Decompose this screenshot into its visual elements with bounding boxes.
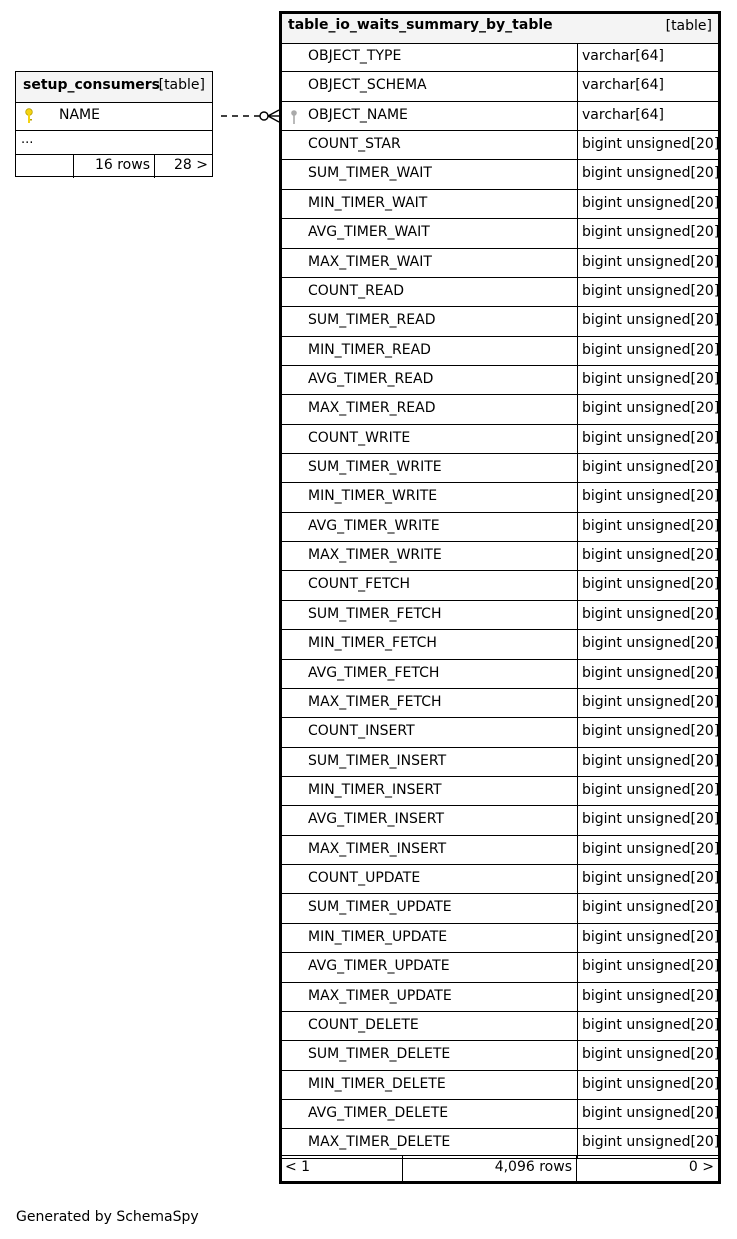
- column-name: MAX_TIMER_DELETE: [308, 1134, 451, 1151]
- column-type-cell: [577, 454, 718, 482]
- column-name: COUNT_READ: [308, 282, 404, 299]
- column-name: MIN_TIMER_INSERT: [308, 781, 442, 798]
- column-row[interactable]: [282, 160, 718, 189]
- column-name: AVG_TIMER_DELETE: [308, 1104, 449, 1121]
- relationship-connector: [213, 105, 283, 127]
- column-type-cell: [577, 601, 718, 629]
- column-type: bigint unsigned[20]: [582, 341, 720, 358]
- column-type-cell: [577, 630, 718, 658]
- column-name: SUM_TIMER_DELETE: [308, 1046, 451, 1063]
- column-row[interactable]: [282, 249, 718, 278]
- column-row[interactable]: [282, 689, 718, 718]
- column-name: SUM_TIMER_READ: [308, 312, 436, 329]
- setup-consumers-table[interactable]: [15, 71, 213, 177]
- column-type: bigint unsigned[20]: [582, 811, 720, 828]
- column-row[interactable]: [282, 72, 718, 101]
- setup-consumers-column-row[interactable]: [16, 102, 212, 131]
- column-type: bigint unsigned[20]: [582, 987, 720, 1004]
- column-type-cell: [577, 542, 718, 570]
- setup-consumers-more: ...: [21, 132, 34, 147]
- column-type: bigint unsigned[20]: [582, 1046, 720, 1063]
- column-type-cell: [577, 1041, 718, 1069]
- column-type-cell: [577, 718, 718, 746]
- column-row[interactable]: [282, 278, 718, 307]
- column-type: bigint unsigned[20]: [582, 693, 720, 710]
- column-name: MAX_TIMER_INSERT: [308, 840, 447, 857]
- column-row[interactable]: [282, 1071, 718, 1100]
- column-type-cell: [577, 190, 718, 218]
- setup-consumers-children[interactable]: 28 >: [174, 157, 208, 173]
- column-row[interactable]: [282, 865, 718, 894]
- setup-consumers-kind: [table]: [158, 77, 205, 93]
- column-row[interactable]: [282, 894, 718, 923]
- column-type: bigint unsigned[20]: [582, 899, 720, 916]
- column-type: bigint unsigned[20]: [582, 723, 720, 740]
- column-type-cell: [577, 219, 718, 247]
- column-name: OBJECT_SCHEMA: [308, 77, 427, 94]
- column-row[interactable]: [282, 953, 718, 982]
- column-type: bigint unsigned[20]: [582, 958, 720, 975]
- column-type: bigint unsigned[20]: [582, 429, 720, 446]
- column-type-cell: [577, 1071, 718, 1099]
- foreign-key-icon: [290, 109, 298, 125]
- column-name: MIN_TIMER_READ: [308, 341, 431, 358]
- main-table-parents-cell[interactable]: [282, 1156, 403, 1181]
- column-type-cell: [577, 337, 718, 365]
- column-row[interactable]: [282, 806, 718, 835]
- column-name: MAX_TIMER_WAIT: [308, 253, 432, 270]
- column-type: bigint unsigned[20]: [582, 576, 720, 593]
- column-type: bigint unsigned[20]: [582, 282, 720, 299]
- column-name: MIN_TIMER_UPDATE: [308, 928, 448, 945]
- column-name: MAX_TIMER_WRITE: [308, 547, 442, 564]
- column-name: MAX_TIMER_FETCH: [308, 693, 442, 710]
- column-type: bigint unsigned[20]: [582, 840, 720, 857]
- column-type-cell: [577, 43, 718, 71]
- column-name: MIN_TIMER_WRITE: [308, 488, 438, 505]
- column-type-cell: [577, 249, 718, 277]
- column-type: bigint unsigned[20]: [582, 224, 720, 241]
- column-name: MIN_TIMER_WAIT: [308, 194, 428, 211]
- column-type-cell: [577, 278, 718, 306]
- main-table-header[interactable]: [282, 14, 718, 44]
- column-type-cell: [577, 72, 718, 100]
- column-row[interactable]: [282, 1041, 718, 1070]
- column-name: AVG_TIMER_WAIT: [308, 224, 430, 241]
- column-type: bigint unsigned[20]: [582, 194, 720, 211]
- column-name: SUM_TIMER_UPDATE: [308, 899, 452, 916]
- column-type: varchar[64]: [582, 106, 664, 123]
- column-name: SUM_TIMER_WAIT: [308, 165, 432, 182]
- column-type: bigint unsigned[20]: [582, 517, 720, 534]
- column-row[interactable]: [282, 660, 718, 689]
- column-type-cell: [577, 366, 718, 394]
- setup-consumers-header[interactable]: [16, 72, 212, 103]
- column-type-cell: [577, 777, 718, 805]
- column-name: MAX_TIMER_READ: [308, 400, 436, 417]
- column-row[interactable]: [282, 395, 718, 424]
- column-type: bigint unsigned[20]: [582, 312, 720, 329]
- column-name: AVG_TIMER_WRITE: [308, 517, 440, 534]
- column-row[interactable]: [282, 483, 718, 512]
- column-row[interactable]: [282, 102, 718, 131]
- column-row[interactable]: [282, 1012, 718, 1041]
- column-type-cell: [577, 806, 718, 834]
- column-type: bigint unsigned[20]: [582, 1016, 720, 1033]
- column-row[interactable]: [282, 307, 718, 336]
- column-name: SUM_TIMER_FETCH: [308, 605, 442, 622]
- column-type-cell: [577, 748, 718, 776]
- column-row[interactable]: [282, 43, 718, 72]
- column-name: AVG_TIMER_INSERT: [308, 811, 445, 828]
- column-row[interactable]: [282, 571, 718, 600]
- column-type: bigint unsigned[20]: [582, 1134, 720, 1151]
- setup-consumers-column-name: NAME: [59, 107, 100, 123]
- column-type: bigint unsigned[20]: [582, 752, 720, 769]
- column-name: COUNT_INSERT: [308, 723, 415, 740]
- column-name: OBJECT_NAME: [308, 106, 408, 123]
- column-row[interactable]: [282, 337, 718, 366]
- column-name: COUNT_FETCH: [308, 576, 410, 593]
- column-row[interactable]: [282, 836, 718, 865]
- column-type-cell: [577, 1129, 718, 1157]
- column-type: varchar[64]: [582, 48, 664, 64]
- main-table-columns: [282, 43, 718, 1159]
- setup-consumers-footer: [16, 154, 212, 178]
- column-type: bigint unsigned[20]: [582, 136, 720, 153]
- column-type-cell: [577, 160, 718, 188]
- column-name: MAX_TIMER_UPDATE: [308, 987, 452, 1004]
- column-type: bigint unsigned[20]: [582, 165, 720, 182]
- column-type-cell: [577, 660, 718, 688]
- column-name: MIN_TIMER_FETCH: [308, 635, 437, 652]
- column-row[interactable]: [282, 425, 718, 454]
- column-name: COUNT_STAR: [308, 136, 401, 153]
- column-type-cell: [577, 102, 718, 130]
- column-type: bigint unsigned[20]: [582, 547, 720, 564]
- column-type-cell: [577, 425, 718, 453]
- column-row[interactable]: [282, 190, 718, 219]
- column-type-cell: [577, 924, 718, 952]
- table-io-waits-summary-table[interactable]: [279, 11, 721, 1184]
- column-row[interactable]: [282, 924, 718, 953]
- column-type-cell: [577, 395, 718, 423]
- column-row[interactable]: [282, 601, 718, 630]
- setup-consumers-children-cell[interactable]: [155, 155, 212, 178]
- column-row[interactable]: [282, 630, 718, 659]
- main-table-rows: 4,096 rows: [494, 1159, 572, 1175]
- main-table-children: 0 >: [688, 1159, 714, 1175]
- column-type: bigint unsigned[20]: [582, 1075, 720, 1092]
- column-name: OBJECT_TYPE: [308, 48, 402, 64]
- column-type: bigint unsigned[20]: [582, 635, 720, 652]
- column-type-cell: [577, 571, 718, 599]
- column-type: bigint unsigned[20]: [582, 253, 720, 270]
- column-row[interactable]: [282, 983, 718, 1012]
- column-name: SUM_TIMER_INSERT: [308, 752, 447, 769]
- column-name: COUNT_UPDATE: [308, 870, 421, 887]
- main-table-footer: [282, 1155, 718, 1181]
- column-row[interactable]: [282, 366, 718, 395]
- column-row[interactable]: [282, 1100, 718, 1129]
- column-row[interactable]: [282, 131, 718, 160]
- column-type: bigint unsigned[20]: [582, 605, 720, 622]
- column-type: bigint unsigned[20]: [582, 870, 720, 887]
- main-table-parents[interactable]: < 1: [285, 1159, 311, 1175]
- setup-consumers-parents-cell: [16, 155, 74, 178]
- column-type: varchar[64]: [582, 77, 664, 94]
- column-row[interactable]: [282, 777, 718, 806]
- column-type-cell: [577, 689, 718, 717]
- setup-consumers-rows-cell: [73, 155, 155, 178]
- setup-consumers-rows: 16 rows: [94, 157, 150, 173]
- column-row[interactable]: [282, 542, 718, 571]
- column-type-cell: [577, 131, 718, 159]
- column-name: SUM_TIMER_WRITE: [308, 459, 442, 476]
- column-name: AVG_TIMER_READ: [308, 370, 434, 387]
- column-row[interactable]: [282, 718, 718, 747]
- column-type-cell: [577, 865, 718, 893]
- main-table-children-cell: [577, 1156, 718, 1181]
- column-type: bigint unsigned[20]: [582, 781, 720, 798]
- primary-key-icon: [24, 108, 34, 124]
- setup-consumers-title[interactable]: setup_consumers: [23, 77, 161, 93]
- column-type-cell: [577, 307, 718, 335]
- column-type-cell: [577, 894, 718, 922]
- column-type: bigint unsigned[20]: [582, 400, 720, 417]
- column-row[interactable]: [282, 748, 718, 777]
- main-table-rows-cell: [402, 1156, 577, 1181]
- column-row[interactable]: [282, 219, 718, 248]
- column-row[interactable]: [282, 454, 718, 483]
- column-name: AVG_TIMER_UPDATE: [308, 958, 450, 975]
- column-type-cell: [577, 1100, 718, 1128]
- generated-by-credit: Generated by SchemaSpy: [16, 1209, 199, 1225]
- column-type: bigint unsigned[20]: [582, 664, 720, 681]
- column-type: bigint unsigned[20]: [582, 1104, 720, 1121]
- column-type-cell: [577, 953, 718, 981]
- column-name: COUNT_DELETE: [308, 1016, 419, 1033]
- column-type-cell: [577, 513, 718, 541]
- main-table-title[interactable]: table_io_waits_summary_by_table: [288, 17, 553, 33]
- main-table-kind: [table]: [665, 18, 712, 34]
- column-row[interactable]: [282, 513, 718, 542]
- column-name: AVG_TIMER_FETCH: [308, 664, 440, 681]
- column-type-cell: [577, 836, 718, 864]
- column-type: bigint unsigned[20]: [582, 928, 720, 945]
- column-type: bigint unsigned[20]: [582, 459, 720, 476]
- column-type-cell: [577, 983, 718, 1011]
- column-type: bigint unsigned[20]: [582, 370, 720, 387]
- column-type-cell: [577, 1012, 718, 1040]
- column-type-cell: [577, 483, 718, 511]
- column-name: MIN_TIMER_DELETE: [308, 1075, 446, 1092]
- column-name: COUNT_WRITE: [308, 429, 411, 446]
- column-type: bigint unsigned[20]: [582, 488, 720, 505]
